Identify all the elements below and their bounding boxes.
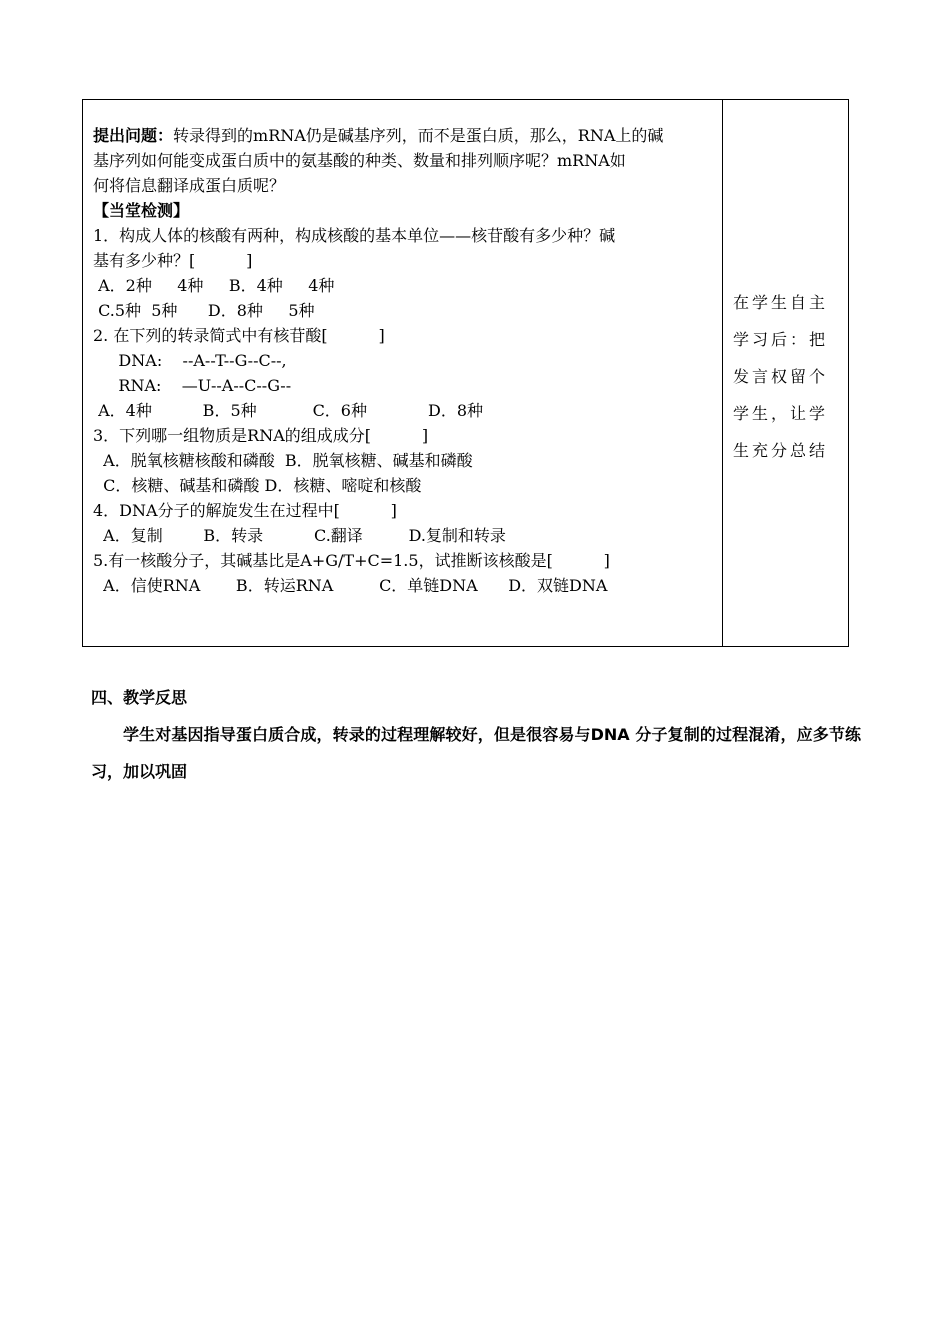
reflection-body: 学生对基因指导蛋白质合成，转录的过程理解较好，但是很容易与DNA 分子复制的过程混淆，应多节练习，加以巩固 — [91, 725, 861, 781]
question-line-1: 提出问题：转录得到的mRNA仍是碱基序列，而不是蛋白质，那么，RNA上的碱 — [93, 126, 664, 145]
lesson-table — [82, 99, 849, 647]
q2-stem: 2. 在下列的转录简式中有核苷酸[ ] — [93, 326, 385, 345]
q2-dna: DNA: --A--T--G--C--, — [93, 351, 287, 370]
question-line-3: 何将信息翻译成蛋白质呢？ — [93, 176, 286, 195]
q3-stem: 3．下列哪一组物质是RNA的组成成分[ ] — [93, 426, 429, 445]
question-label: 提出问题： — [93, 126, 174, 145]
q4-stem: 4．DNA分子的解旋发生在过程中[ ] — [93, 501, 397, 520]
question-line-2: 基序列如何能变成蛋白质中的氨基酸的种类、数量和排列顺序呢？mRNA如 — [93, 151, 626, 170]
q5-stem: 5.有一核酸分子，其碱基比是A+G/T+C=1.5，试推断该核酸是[ ] — [93, 551, 610, 570]
q4-options: A．复制 B．转录 C.翻译 D.复制和转录 — [93, 526, 506, 545]
q1-stem-1: 1．构成人体的核酸有两种，构成核酸的基本单位——核苷酸有多少种？碱 — [93, 226, 616, 245]
q2-options: A．4种 B．5种 C．6种 D．8种 — [93, 401, 484, 420]
content-cell — [83, 100, 723, 646]
reflection-title: 四、教学反思 — [91, 688, 188, 707]
q1-stem-2: 基有多少种？[ ] — [93, 251, 253, 270]
q3-options-2: C．核糖、碱基和磷酸 D．核糖、嘧啶和核酸 — [93, 476, 422, 495]
q3-options-1: A．脱氧核糖核酸和磷酸 B．脱氧核糖、碱基和磷酸 — [93, 451, 473, 470]
check-heading: 【当堂检测】 — [93, 201, 190, 220]
q1-options-2: C.5种 5种 D．8种 5种 — [93, 301, 315, 320]
teacher-note: 在学生自主学习后：把发言权留个学生，让学生充分总结 — [733, 293, 829, 460]
q2-rna: RNA: —U--A--C--G-- — [93, 376, 292, 395]
q5-options: A．信使RNA B．转运RNA C．单链DNA D．双链DNA — [93, 576, 608, 595]
teacher-note-cell — [723, 100, 848, 646]
q1-options-1: A．2种 4种 B．4种 4种 — [93, 276, 335, 295]
